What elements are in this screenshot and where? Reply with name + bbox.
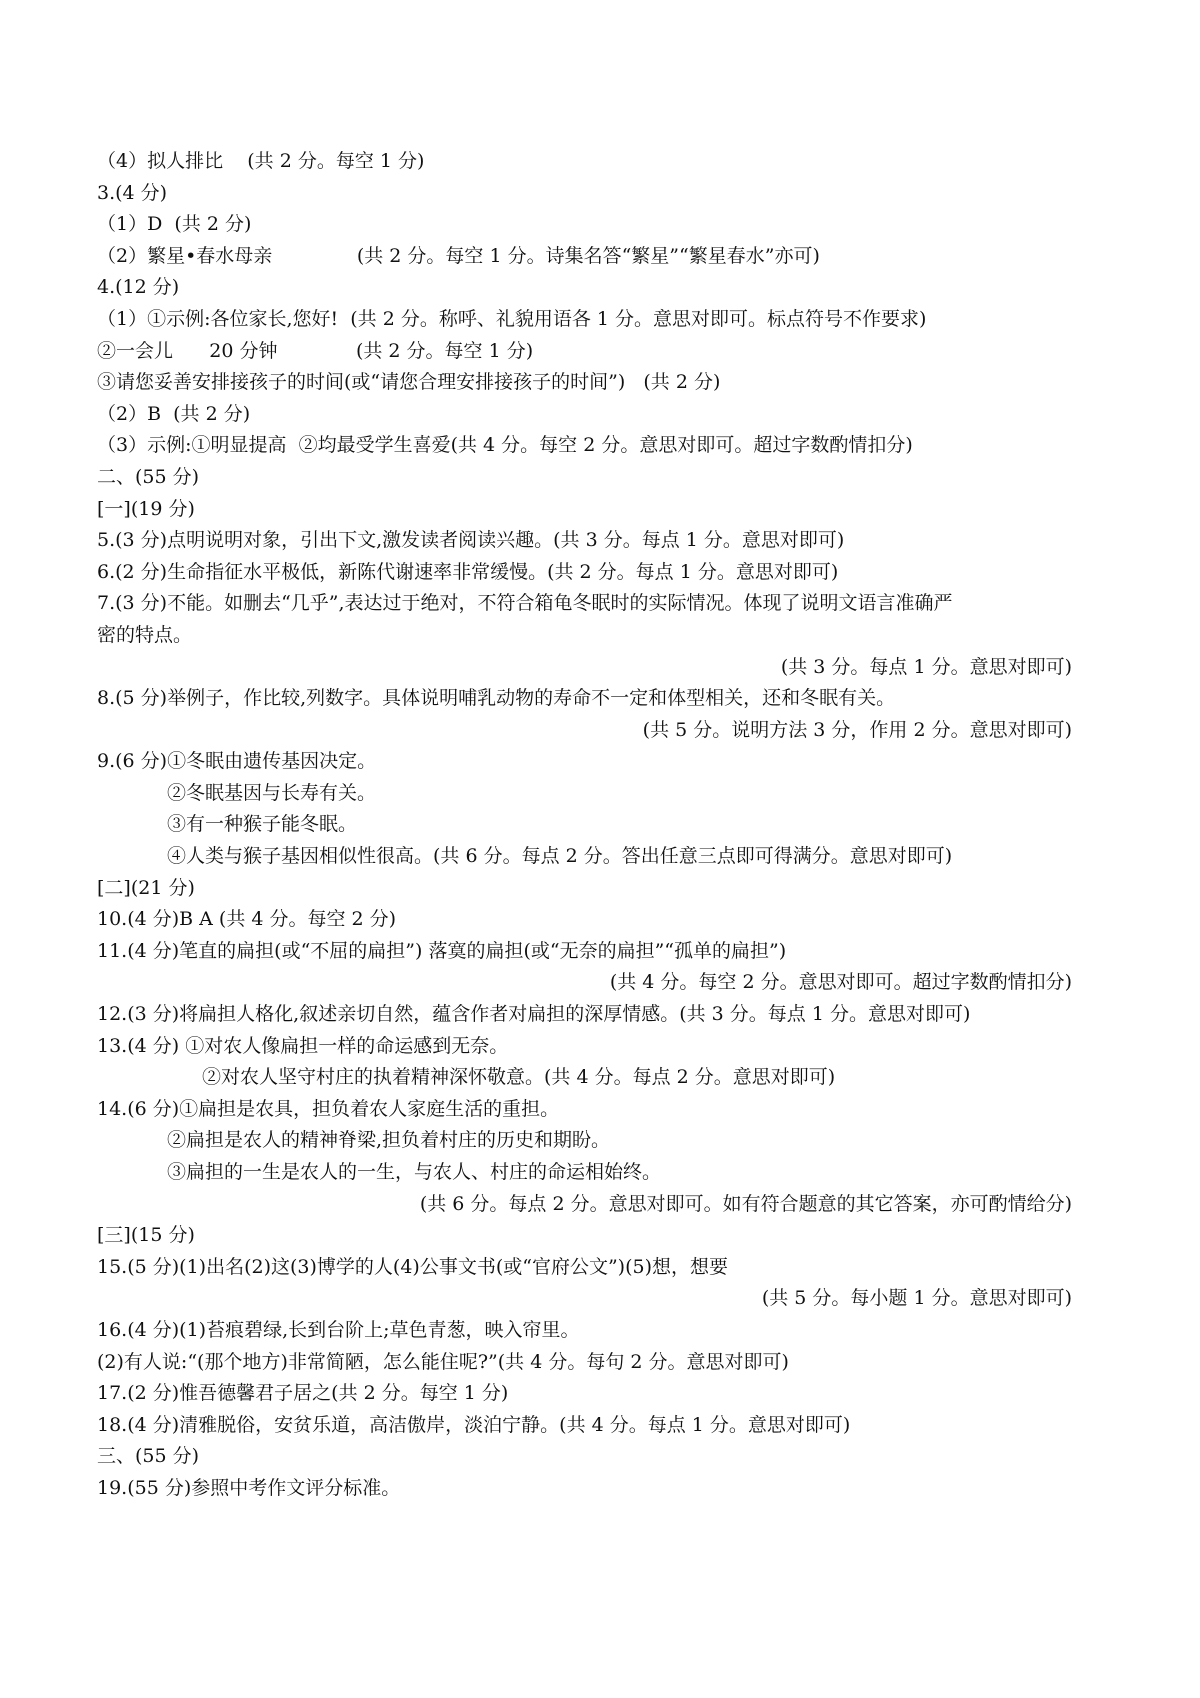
answer-line: (共 6 分。每点 2 分。意思对即可。如有符合题意的其它答案，亦可酌情给分) (419, 1192, 1072, 1215)
answer-line: ③扁担的一生是农人的一生，与农人、村庄的命运相始终。 (167, 1161, 662, 1183)
answer-line: ②冬眠基因与长寿有关。 (167, 781, 377, 804)
answer-line: （3）示例:①明显提高 ②均最受学生喜爱(共 4 分。每空 2 分。意思对即可。超过字数酌情扣分) (97, 434, 913, 457)
answer-line: （1）①示例:各位家长,您好! (共 2 分。称呼、礼貌用语各 1 分。意思对即可。标点符号不作要求) (97, 307, 927, 330)
answer-line: 密的特点。 (97, 623, 193, 646)
answer-line: （2）繁星•春水母亲 (共 2 分。每空 1 分。诗集名答“繁星”“繁星春水”亦可) (97, 244, 820, 267)
answer-line: 8.(5 分)举例子，作比较,列数字。具体说明哺乳动物的寿命不一定和体型相关，还和冬眠有关。 (97, 687, 896, 710)
answer-line: 5.(3 分)点明说明对象，引出下文,激发读者阅读兴趣。(共 3 分。每点 1 分。意思对即可) (97, 529, 845, 552)
answer-line: ②扁担是农人的精神脊梁,担负着村庄的历史和期盼。 (167, 1129, 611, 1152)
answer-line: （4）拟人排比 (共 2 分。每空 1 分) (97, 150, 425, 172)
answer-line: 16.(4 分)(1)苔痕碧绿,长到台阶上;草色青葱，映入帘里。 (97, 1318, 580, 1341)
answer-line: 4.(12 分) (97, 276, 180, 299)
answer-line: [一](19 分) (97, 497, 195, 520)
answer-line: (共 4 分。每空 2 分。意思对即可。超过字数酌情扣分) (609, 971, 1072, 994)
answer-line: ④人类与猴子基因相似性很高。(共 6 分。每点 2 分。答出任意三点即可得满分。意思对即可) (167, 845, 953, 868)
answer-line: 18.(4 分)清雅脱俗，安贫乐道，高洁傲岸，淡泊宁静。(共 4 分。每点 1 分。意思对即可) (97, 1413, 851, 1436)
answer-line: 9.(6 分)①冬眠由遗传基因决定。 (97, 750, 377, 773)
answer-line: 三、(55 分) (97, 1445, 200, 1468)
answer-line: [三](15 分) (97, 1224, 195, 1247)
answer-line: ②一会儿 20 分钟 (共 2 分。每空 1 分) (97, 339, 534, 362)
answer-line: ③请您妥善安排接孩子的时间(或“请您合理安排接孩子的时间”) (共 2 分) (97, 371, 721, 394)
answer-line: 19.(55 分)参照中考作文评分标准。 (97, 1476, 401, 1499)
answer-line: （2）B (共 2 分) (97, 402, 251, 425)
answer-line: ③有一种猴子能冬眠。 (167, 813, 358, 836)
answer-line: （1）D (共 2 分) (97, 213, 252, 236)
answer-line: 6.(2 分)生命指征水平极低，新陈代谢速率非常缓慢。(共 2 分。每点 1 分。意思对即可) (97, 560, 839, 583)
answer-line: ②对农人坚守村庄的执着精神深怀敬意。(共 4 分。每点 2 分。意思对即可) (202, 1066, 836, 1089)
answer-line: 二、(55 分) (97, 465, 200, 488)
answer-line: 12.(3 分)将扁担人格化,叙述亲切自然，蕴含作者对扁担的深厚情感。(共 3 分。每点 1 分。意思对即可) (97, 1003, 971, 1026)
answer-line: 13.(4 分) ①对农人像扁担一样的命运感到无奈。 (97, 1034, 509, 1057)
answer-line: 17.(2 分)惟吾德馨君子居之(共 2 分。每空 1 分) (97, 1382, 509, 1405)
answer-line: 7.(3 分)不能。如删去“几乎”,表达过于绝对，不符合箱龟冬眠时的实际情况。体现了说明文语言准确严 (97, 592, 953, 615)
answer-line: 3.(4 分) (97, 181, 168, 204)
answer-key-document (97, 146, 1072, 1505)
answer-line: (共 3 分。每点 1 分。意思对即可) (780, 655, 1072, 678)
answer-line: 11.(4 分)笔直的扁担(或“不屈的扁担”) 落寞的扁担(或“无奈的扁担”“孤单的扁担”) (97, 939, 787, 962)
answer-line: 15.(5 分)(1)出名(2)这(3)博学的人(4)公事文书(或“官府公文”)(5)想，想要 (97, 1255, 728, 1278)
answer-line: (2)有人说:“(那个地方)非常简陋，怎么能住呢?”(共 4 分。每句 2 分。意思对即可) (97, 1350, 789, 1373)
answer-line: (共 5 分。说明方法 3 分，作用 2 分。意思对即可) (642, 718, 1072, 741)
answer-line: 10.(4 分)B A (共 4 分。每空 2 分) (97, 908, 397, 931)
answer-line: [二](21 分) (97, 876, 195, 899)
answer-line: 14.(6 分)①扁担是农具，担负着农人家庭生活的重担。 (97, 1097, 560, 1120)
answer-line: (共 5 分。每小题 1 分。意思对即可) (761, 1287, 1072, 1310)
